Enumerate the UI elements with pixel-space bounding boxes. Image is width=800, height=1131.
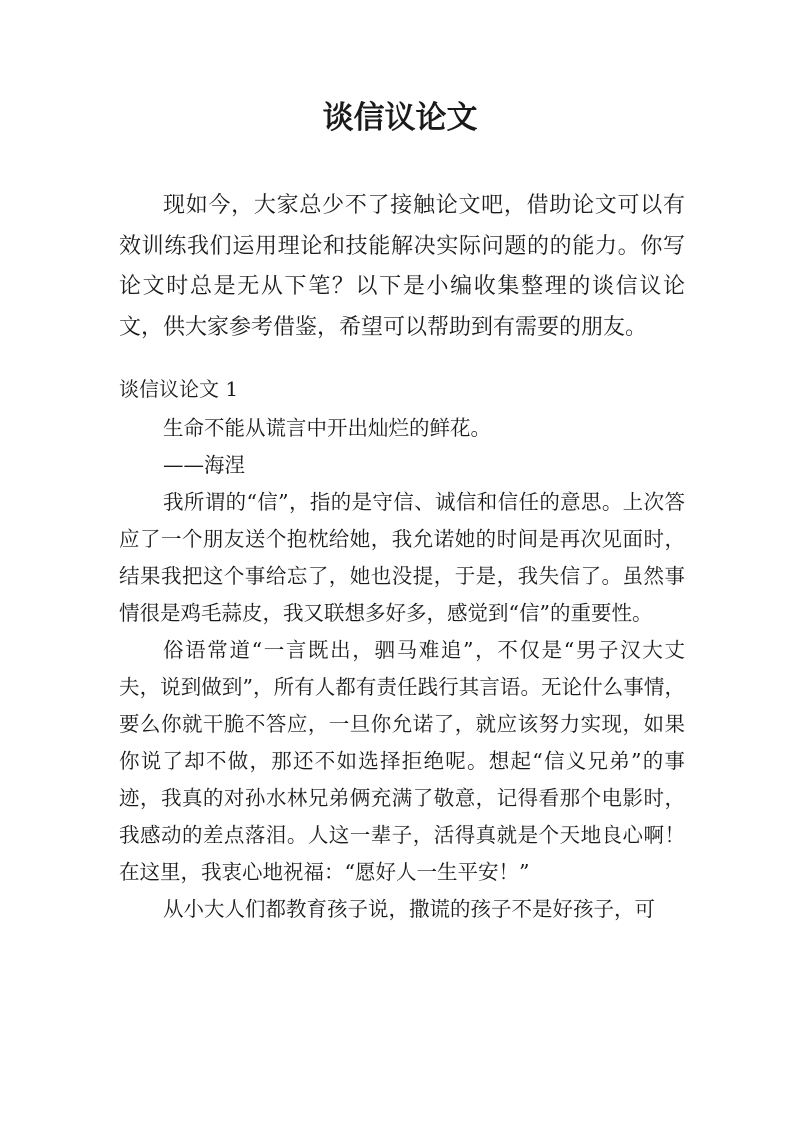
intro-paragraph: 现如今，大家总少不了接触论文吧，借助论文可以有效训练我们运用理论和技能解决实际问题的的能力。你写论文时总是无从下笔？以下是小编收集整理的谈信议论文，供大家参考借鉴，希望可以帮助到有需要的朋友。 <box>119 193 685 340</box>
document-title: 谈信议论文 <box>322 100 478 136</box>
body-paragraph: 从小大人们都教育孩子说，撒谎的孩子不是好孩子，可 <box>163 897 655 921</box>
quote-line: 生命不能从谎言中开出灿烂的鲜花。 <box>163 416 491 440</box>
body-paragraph: 我所谓的“信”，指的是守信、诚信和信任的意思。上次答应了一个朋友送个抱枕给她，我允诺她的时间是再次见面时，结果我把这个事给忘了，她也没提，于是，我失信了。虽然事情很是鸡毛蒜皮，我又联想多好多，感觉到“信”的重要性。 <box>119 490 685 625</box>
body-paragraph: 俗语常道“一言既出，驷马难追”，不仅是“男子汉大丈夫，说到做到”，所有人都有责任践行其言语。无论什么事情，要么你就干脆不答应，一旦你允诺了，就应该努力实现，如果你说了却不做，那还不如选择拒绝呢。想起“信义兄弟”的事迹，我真的对孙水林兄弟俩充满了敬意，记得看那个电影时，我感动的差点落泪。人这一辈子，活得真就是个天地良心啊！在这里，我衷心地祝福：“愿好人一生平安！” <box>119 638 685 884</box>
quote-attribution: ——海涅 <box>163 453 245 477</box>
section-heading: 谈信议论文 1 <box>119 377 239 401</box>
essay-body <box>119 410 685 928</box>
